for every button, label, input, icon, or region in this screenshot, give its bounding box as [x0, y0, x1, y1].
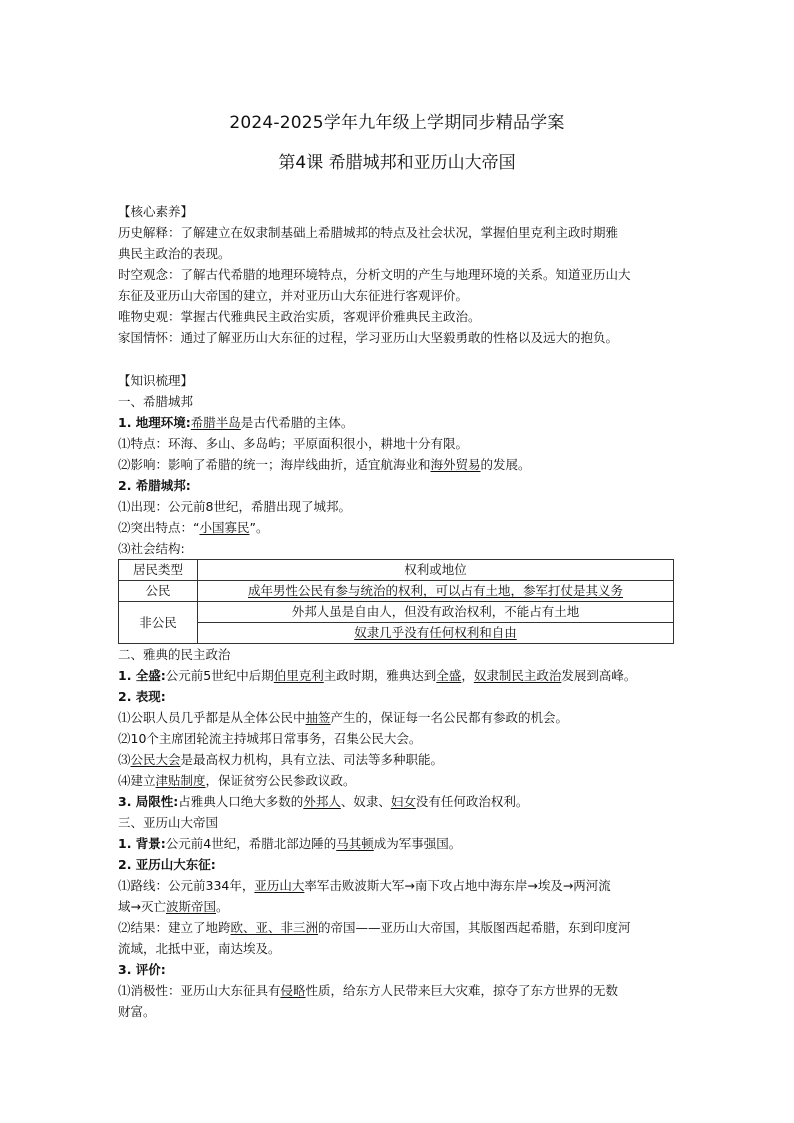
text: 是古代希腊的主体。	[240, 415, 354, 430]
paragraph	[118, 917, 678, 938]
table-cell: 公民	[119, 581, 198, 602]
paragraph	[118, 980, 678, 1001]
point-label: 2. 希腊城邦:	[118, 478, 191, 493]
table-row	[119, 560, 674, 581]
key-term: 希腊半岛	[190, 415, 241, 430]
document-body	[118, 201, 678, 1022]
point-label: 3. 评价:	[118, 962, 166, 977]
text: 性质，给东方人民带来巨大灾难，掠夺了东方世界的无数	[305, 983, 619, 998]
point-label: 1. 全盛:	[118, 668, 166, 683]
key-term: 公民大会	[130, 752, 181, 767]
core-line: 时空观念：了解古代希腊的地理环境特点，分析文明的产生与地理环境的关系。知道亚历山大	[118, 267, 631, 282]
paragraph: 财富。	[118, 1004, 156, 1019]
section-title: 一、希腊城邦	[118, 394, 194, 409]
text: 产生的，保证每一名公民都有参政的机会。	[330, 710, 569, 725]
key-term: 津贴制度	[155, 773, 206, 788]
text: 公元前4世纪，希腊北部边陲的	[165, 836, 337, 851]
point-label: 1. 地理环境:	[118, 415, 191, 430]
paragraph	[118, 412, 678, 433]
paragraph	[118, 707, 678, 728]
text: ⑴路线：公元前334年，	[118, 878, 255, 893]
paragraph: ⑵10个主席团轮流主持城邦日常事务，召集公民大会。	[118, 731, 422, 746]
paragraph	[118, 454, 678, 475]
spacer	[118, 348, 678, 370]
text: ⑴消极性：亚历山大东征具有	[118, 983, 281, 998]
text: 公元前5世纪中后期	[165, 668, 274, 683]
paragraph	[118, 517, 678, 538]
paragraph	[118, 791, 678, 812]
key-term: 海外贸易	[430, 457, 481, 472]
key-term: 波斯帝国	[165, 899, 216, 914]
text: 占雅典人口绝大多数的	[178, 794, 304, 809]
point-label: 2. 表现:	[118, 689, 166, 704]
key-term: 侵略	[280, 983, 306, 998]
cell-text: 成年男性公民有参与统治的权利，可以占有土地，参军打仗是其义务	[247, 583, 623, 598]
core-line: 东征及亚历山大帝国的建立，并对亚历山大东征进行客观评价。	[118, 288, 469, 303]
section-title: 二、雅典的民主政治	[118, 647, 231, 662]
text: 主政时期，雅典达到	[323, 668, 437, 683]
paragraph: ⑶社会结构:	[118, 541, 185, 556]
table-cell: 外邦人虽是自由人，但没有政治权利，不能占有土地	[198, 602, 674, 623]
point-label: 2. 亚历山大东征:	[118, 857, 216, 872]
paragraph	[118, 875, 678, 896]
text: 发展到高峰。	[561, 668, 637, 683]
text: ⑵影响：影响了希腊的统一；海岸线曲折，适宜航海业和	[118, 457, 431, 472]
key-term: 小国寡民	[199, 520, 250, 535]
key-term: 欧、亚、非三洲	[230, 920, 319, 935]
table-header-cell: 权利或地位	[198, 560, 674, 581]
text: ⑷建立	[118, 773, 156, 788]
lesson-title: 第4课 希腊城邦和亚历山大帝国	[278, 153, 516, 173]
table-header-cell: 居民类型	[119, 560, 198, 581]
key-term: 奴隶制民主政治	[473, 668, 562, 683]
section-title: 三、亚历山大帝国	[118, 815, 219, 830]
table-row	[119, 602, 674, 623]
text: ，	[461, 668, 474, 683]
key-term: 马其顿	[336, 836, 374, 851]
text: 没有任何政治权利。	[415, 794, 529, 809]
table-row	[119, 623, 674, 644]
table-cell	[198, 623, 674, 644]
point-label: 3. 局限性:	[118, 794, 179, 809]
table-row	[119, 581, 674, 602]
key-term: 亚历山大	[254, 878, 305, 893]
text: 率军击败波斯大军→南下攻占地中海东岸→埃及→两河流	[304, 878, 611, 893]
text: ，保证贫穷公民参政议政。	[205, 773, 356, 788]
text: ⑵结果：建立了地跨	[118, 920, 231, 935]
paragraph: ⑴特点：环海、多山、多岛屿；平原面积很小，耕地十分有限。	[118, 436, 469, 451]
core-line: 家国情怀：通过了解亚历山大东征的过程，学习亚历山大坚毅勇敢的性格以及远大的抱负。	[118, 330, 619, 345]
core-line: 历史解释：了解建立在奴隶制基础上希腊城邦的特点及社会状况，掌握伯里克利主政时期雅	[118, 225, 619, 240]
paragraph	[118, 833, 678, 854]
text: ⑴公职人员几乎都是从全体公民中	[118, 710, 306, 725]
text: 。	[216, 899, 229, 914]
paragraph: 流域，北抵中亚，南达埃及。	[118, 941, 281, 956]
knowledge-heading: 【知识梳理】	[118, 373, 194, 388]
text: 是最高权力机构，具有立法、司法等多种职能。	[180, 752, 444, 767]
text: ⑶	[118, 752, 131, 767]
document-title: 2024-2025学年九年级上学期同步精品学案	[229, 113, 565, 133]
text: 、奴隶、	[340, 794, 391, 809]
paragraph	[118, 665, 678, 686]
key-term: 妇女	[390, 794, 416, 809]
paragraph	[118, 896, 678, 917]
text: 的帝国——亚历山大帝国，其版图西起希腊，东到印度河	[318, 920, 631, 935]
core-line: 唯物史观：掌握古代雅典民主政治实质，客观评价雅典民主政治。	[118, 309, 481, 324]
paragraph	[118, 770, 678, 791]
key-term: 外邦人	[303, 794, 341, 809]
core-heading: 【核心素养】	[118, 204, 194, 219]
key-term: 伯里克利	[273, 668, 324, 683]
point-label: 1. 背景:	[118, 836, 166, 851]
paragraph	[118, 749, 678, 770]
core-line: 典民主政治的表现。	[118, 246, 231, 261]
social-structure-table	[118, 559, 674, 644]
paragraph: ⑴出现：公元前8世纪，希腊出现了城邦。	[118, 499, 351, 514]
table-cell: 非公民	[119, 602, 198, 644]
text: 成为军事强国。	[373, 836, 462, 851]
text: ”。	[249, 520, 269, 535]
table-cell	[198, 581, 674, 602]
cell-text: 奴隶几乎没有任何权利和自由	[354, 625, 517, 640]
key-term: 全盛	[436, 668, 462, 683]
text: 域→灭亡	[118, 899, 166, 914]
key-term: 抽签	[305, 710, 331, 725]
text: 的发展。	[480, 457, 531, 472]
text: ⑵突出特点：“	[118, 520, 200, 535]
